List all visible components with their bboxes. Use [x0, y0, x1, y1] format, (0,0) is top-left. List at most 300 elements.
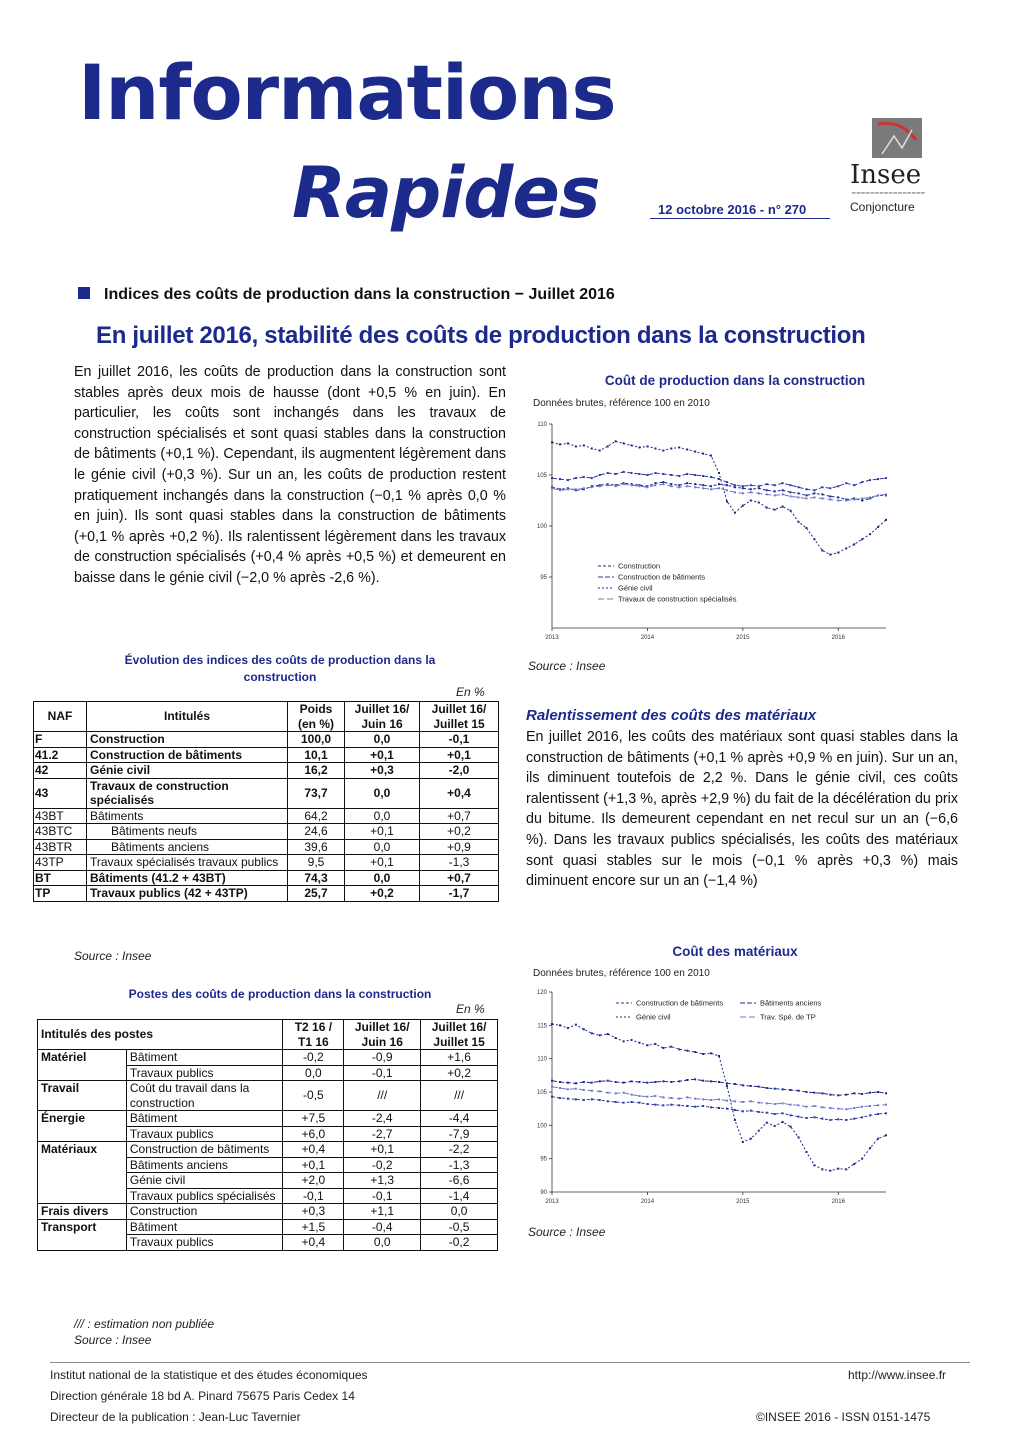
data-point [821, 493, 823, 495]
x-tick-label: 2013 [545, 635, 559, 641]
monthly-change: /// [344, 1081, 421, 1111]
data-point [750, 484, 752, 486]
yearly-change: -2,2 [421, 1142, 498, 1158]
table2-source: Source : Insee [74, 1333, 152, 1347]
data-point [575, 445, 577, 447]
yearly-change: -1,3 [421, 1157, 498, 1173]
data-point [718, 1055, 720, 1057]
data-point [861, 497, 863, 499]
naf-code: 43BT [34, 808, 87, 824]
weight-cell: 73,7 [288, 778, 345, 808]
data-point [678, 1048, 680, 1050]
data-point [559, 1097, 561, 1099]
table-row [34, 886, 499, 902]
data-point [686, 1105, 688, 1107]
y-tick-label: 95 [540, 1156, 547, 1163]
data-point [861, 1106, 863, 1108]
data-point [686, 485, 688, 487]
data-point [686, 482, 688, 484]
data-point [821, 497, 823, 499]
data-point [798, 1116, 800, 1118]
y-tick-label: 120 [536, 990, 547, 996]
data-point [750, 1110, 752, 1112]
footer-divider [50, 1362, 970, 1363]
data-point [790, 1089, 792, 1091]
y-tick-label: 110 [537, 422, 547, 428]
legend-label: Génie civil [636, 1012, 671, 1022]
data-point [559, 489, 561, 491]
data-point [782, 1102, 784, 1104]
yearly-change: +1,6 [421, 1050, 498, 1066]
data-point [774, 1103, 776, 1105]
data-point [686, 473, 688, 475]
yearly-change: -6,6 [421, 1173, 498, 1189]
post-label: Bâtiment [126, 1050, 283, 1066]
table1-header-row [34, 702, 499, 732]
data-point [790, 1114, 792, 1116]
post-label: Bâtiment [126, 1219, 283, 1235]
data-point [790, 484, 792, 486]
data-point [678, 1098, 680, 1100]
data-point [798, 1090, 800, 1092]
data-point [615, 1092, 617, 1094]
x-tick-label: 2016 [831, 1199, 845, 1205]
weight-cell: 39,6 [288, 839, 345, 855]
post-label: Construction de bâtiments [126, 1142, 283, 1158]
data-point [615, 440, 617, 442]
data-point [885, 1134, 887, 1136]
data-point [591, 1098, 593, 1100]
data-point [638, 1102, 640, 1104]
data-point [567, 442, 569, 444]
data-point [638, 485, 640, 487]
table1 [33, 701, 499, 902]
data-point [758, 485, 760, 487]
data-point [734, 1119, 736, 1121]
data-point [837, 1108, 839, 1110]
data-point [861, 500, 863, 502]
data-point [702, 487, 704, 489]
data-point [869, 533, 871, 535]
data-point [782, 506, 784, 508]
monthly-change: -2,7 [344, 1126, 421, 1142]
table-row [34, 839, 499, 855]
data-point [718, 483, 720, 485]
monthly-change: -0,2 [344, 1157, 421, 1173]
data-point [805, 1091, 807, 1093]
data-point [583, 487, 585, 489]
data-point [583, 444, 585, 446]
data-point [599, 1034, 601, 1036]
data-point [805, 527, 807, 529]
data-point [813, 496, 815, 498]
data-point [607, 484, 609, 486]
data-point [734, 1100, 736, 1102]
monthly-change: +1,1 [344, 1204, 421, 1220]
yearly-change: +0,2 [420, 824, 499, 840]
legend-label: Génie civil [618, 583, 653, 593]
data-point [726, 1108, 728, 1110]
data-point [607, 472, 609, 474]
data-point [662, 473, 664, 475]
data-point [853, 498, 855, 500]
data-point [654, 1095, 656, 1097]
x-tick-label: 2014 [640, 635, 655, 641]
data-point [646, 486, 648, 488]
data-point [670, 485, 672, 487]
table1-source: Source : Insee [74, 949, 152, 963]
data-point [885, 1104, 887, 1106]
data-point [631, 472, 633, 474]
data-point [829, 498, 831, 500]
table-row [38, 1204, 498, 1220]
data-point [726, 1100, 728, 1102]
chart2-source: Source : Insee [528, 1225, 606, 1239]
insee-logo-icon [872, 118, 922, 158]
data-point [726, 1085, 728, 1087]
table1-header: Juillet 16/ Juin 16 [345, 702, 420, 732]
footer-org: Institut national de la statistique et des études économiques [50, 1368, 368, 1382]
data-point [885, 1092, 887, 1094]
data-point [559, 478, 561, 480]
data-point [551, 1096, 553, 1098]
data-point [599, 450, 601, 452]
section2-paragraph: En juillet 2016, les coûts des matériaux sont quasi stables dans la construction de bâtiments (+0,1 % après +0,9 % en juin). Sur un an, ils diminuent toutefois de 2,2 %. Dans le génie civil, ces coûts ralentissent (+1,3 %, après +2,9 %) du fait de la décélération du prix du bitume. Ils demeurent cependant en net recul sur un an (−6,6 %). Dans les travaux publics spécialisés, les coûts des matériaux sont quasi stables sur le mois (−0,1 % après +0,3 %) mais diminuent encore sur un an (−1,4 %) [526, 729, 958, 890]
data-point [623, 1040, 625, 1042]
table-row [38, 1111, 498, 1127]
data-point [782, 1088, 784, 1090]
data-point [662, 483, 664, 485]
quarter-change: +6,0 [283, 1126, 344, 1142]
data-point [710, 1106, 712, 1108]
table-row [34, 855, 499, 871]
data-point [623, 1082, 625, 1084]
row-label: Travaux publics (42 + 43TP) [87, 886, 288, 902]
table2-caption: Postes des coûts de production dans la construction [128, 987, 432, 1001]
data-point [774, 494, 776, 496]
yearly-change: -1,4 [421, 1188, 498, 1204]
data-point [877, 1091, 879, 1093]
x-tick-label: 2015 [736, 635, 750, 641]
quarter-change: -0,1 [283, 1188, 344, 1204]
quarter-change: +0,1 [283, 1157, 344, 1173]
data-point [805, 1106, 807, 1108]
yearly-change: -2,0 [420, 763, 499, 779]
data-point [678, 1080, 680, 1082]
chart2-subtitle: Données brutes, référence 100 en 2010 [533, 968, 710, 979]
data-point [782, 482, 784, 484]
data-point [774, 1125, 776, 1127]
data-point [694, 451, 696, 453]
data-point [694, 486, 696, 488]
data-point [623, 1102, 625, 1104]
monthly-change: +0,2 [345, 886, 420, 902]
data-point [805, 497, 807, 499]
monthly-change: 0,0 [345, 870, 420, 886]
data-point [766, 1122, 768, 1124]
data-point [853, 1107, 855, 1109]
legend-label: Trav. Spé. de TP [760, 1012, 816, 1022]
footer-address: Direction générale 18 bd A. Pinard 75675 Paris Cedex 14 [50, 1389, 355, 1403]
data-point [798, 492, 800, 494]
naf-code: 41.2 [34, 747, 87, 763]
post-label: Coût du travail dans la construction [126, 1081, 283, 1111]
monthly-change: 0,0 [345, 732, 420, 748]
data-point [718, 1098, 720, 1100]
data-point [694, 1051, 696, 1053]
data-point [853, 1163, 855, 1165]
data-point [551, 1023, 553, 1025]
chart1-title: Coût de production dans la construction [604, 373, 866, 388]
data-point [599, 1099, 601, 1101]
logo-word: Insee [850, 160, 922, 190]
data-point [710, 1052, 712, 1054]
row-label: Bâtiments anciens [87, 839, 288, 855]
table2-header: Juillet 16/ Juin 16 [344, 1020, 421, 1050]
data-point [607, 445, 609, 447]
quarter-change: +1,5 [283, 1219, 344, 1235]
quarter-change: 0,0 [283, 1065, 344, 1081]
data-point [742, 1141, 744, 1143]
data-point [869, 479, 871, 481]
legend-label: Construction de bâtiments [636, 998, 724, 1008]
row-label: Bâtiments neufs [87, 824, 288, 840]
monthly-change: -0,4 [344, 1219, 421, 1235]
section2-title: Ralentissement des coûts des matériaux [526, 707, 817, 724]
data-point [694, 474, 696, 476]
data-point [575, 1024, 577, 1026]
monthly-change: -0,1 [344, 1188, 421, 1204]
quarter-change: -0,2 [283, 1050, 344, 1066]
data-point [599, 474, 601, 476]
data-point [885, 519, 887, 521]
data-point [702, 484, 704, 486]
yearly-change: +0,7 [420, 808, 499, 824]
data-point [813, 1116, 815, 1118]
post-label: Travaux publics [126, 1235, 283, 1251]
post-label: Travaux publics [126, 1065, 283, 1081]
table-row [34, 824, 499, 840]
data-point [845, 1108, 847, 1110]
data-point [559, 1081, 561, 1083]
data-point [583, 1028, 585, 1030]
data-point [837, 1168, 839, 1170]
data-point [575, 477, 577, 479]
data-point [798, 1136, 800, 1138]
data-point [631, 1101, 633, 1103]
data-point [798, 1104, 800, 1106]
y-tick-label: 105 [536, 473, 547, 479]
data-point [758, 1086, 760, 1088]
x-tick-label: 2013 [545, 1199, 559, 1205]
data-point [654, 1104, 656, 1106]
data-point [790, 491, 792, 493]
footer-copyright: ©INSEE 2016 - ISSN 0151-1475 [756, 1410, 931, 1424]
data-point [774, 484, 776, 486]
data-point [575, 1098, 577, 1100]
table2-header: Intitulés des postes [38, 1020, 283, 1050]
data-point [758, 1111, 760, 1113]
data-point [702, 1053, 704, 1055]
yearly-change: -7,9 [421, 1126, 498, 1142]
data-point [702, 1105, 704, 1107]
x-tick-label: 2014 [640, 1199, 655, 1205]
row-label: Travaux spécialisés travaux publics [87, 855, 288, 871]
data-point [710, 1080, 712, 1082]
yearly-change: -1,7 [420, 886, 499, 902]
data-point [758, 487, 760, 489]
data-point [670, 1097, 672, 1099]
data-point [662, 1047, 664, 1049]
data-point [798, 496, 800, 498]
x-tick-label: 2016 [831, 635, 845, 641]
data-point [694, 1098, 696, 1100]
data-point [774, 509, 776, 511]
post-label: Travaux publics spécialisés [126, 1188, 283, 1204]
series-line [552, 1024, 886, 1171]
data-point [686, 1050, 688, 1052]
data-point [575, 488, 577, 490]
data-point [670, 1046, 672, 1048]
group-label: Travail [38, 1081, 127, 1111]
data-point [599, 485, 601, 487]
data-point [702, 475, 704, 477]
data-point [638, 446, 640, 448]
data-point [662, 481, 664, 483]
data-point [686, 1096, 688, 1098]
quarter-change: +0,4 [283, 1235, 344, 1251]
data-point [567, 1098, 569, 1100]
data-point [869, 1105, 871, 1107]
data-point [591, 486, 593, 488]
post-label: Bâtiment [126, 1111, 283, 1127]
data-point [750, 500, 752, 502]
naf-code: BT [34, 870, 87, 886]
data-point [813, 489, 815, 491]
data-point [837, 496, 839, 498]
table2-header: Juillet 16/ Juillet 15 [421, 1020, 498, 1050]
data-point [710, 476, 712, 478]
data-point [631, 1080, 633, 1082]
data-point [742, 485, 744, 487]
data-point [623, 471, 625, 473]
data-point [559, 1024, 561, 1026]
data-point [869, 1092, 871, 1094]
data-point [654, 472, 656, 474]
naf-code: 42 [34, 763, 87, 779]
data-point [662, 1104, 664, 1106]
table2-header: T2 16 / T1 16 [283, 1020, 344, 1050]
yearly-change: -0,1 [420, 732, 499, 748]
data-point [710, 488, 712, 490]
data-point [710, 485, 712, 487]
table-row [34, 732, 499, 748]
data-point [877, 1113, 879, 1115]
data-point [758, 1130, 760, 1132]
data-point [845, 1119, 847, 1121]
row-label: Construction de bâtiments [87, 747, 288, 763]
data-point [758, 502, 760, 504]
data-point [678, 475, 680, 477]
data-point [774, 490, 776, 492]
data-point [726, 501, 728, 503]
data-point [853, 484, 855, 486]
table-row [34, 808, 499, 824]
data-point [869, 496, 871, 498]
series-line [552, 441, 886, 554]
naf-code: 43BTC [34, 824, 87, 840]
monthly-change: +0,1 [345, 855, 420, 871]
data-point [694, 1078, 696, 1080]
footer-url[interactable]: http://www.insee.fr [848, 1368, 947, 1382]
legend-label: Construction de bâtiments [618, 572, 706, 582]
data-point [575, 1082, 577, 1084]
data-point [631, 484, 633, 486]
data-point [726, 484, 728, 486]
data-point [559, 443, 561, 445]
quarter-change: -0,5 [283, 1081, 344, 1111]
legend-label: Bâtiments anciens [760, 998, 822, 1008]
data-point [734, 486, 736, 488]
data-point [750, 1100, 752, 1102]
table-row [38, 1050, 498, 1066]
post-label: Bâtiments anciens [126, 1157, 283, 1173]
data-point [821, 486, 823, 488]
data-point [742, 487, 744, 489]
group-label: Transport [38, 1219, 127, 1250]
monthly-change: -2,4 [344, 1111, 421, 1127]
table-row [34, 747, 499, 763]
weight-cell: 64,2 [288, 808, 345, 824]
data-point [591, 1082, 593, 1084]
data-point [583, 1089, 585, 1091]
weight-cell: 16,2 [288, 763, 345, 779]
yearly-change: /// [421, 1081, 498, 1111]
data-point [853, 1092, 855, 1094]
data-point [829, 487, 831, 489]
data-point [631, 1039, 633, 1041]
data-point [813, 1164, 815, 1166]
table-row [34, 870, 499, 886]
data-point [567, 1088, 569, 1090]
data-point [861, 1093, 863, 1095]
data-point [861, 538, 863, 540]
monthly-change: +0,1 [345, 747, 420, 763]
post-label: Génie civil [126, 1173, 283, 1189]
data-point [710, 455, 712, 457]
data-point [782, 489, 784, 491]
data-point [861, 1158, 863, 1160]
chart2-plot [528, 984, 900, 1210]
data-point [766, 1102, 768, 1104]
data-point [678, 486, 680, 488]
data-point [615, 1101, 617, 1103]
data-point [646, 474, 648, 476]
intro-paragraph: En juillet 2016, les coûts de production dans la construction sont stables après deux mois de hausse (dont +0,5 % en juin). En particulier, les coûts sont inchangés dans les travaux de construction spécialisés et sont quasi stables dans la construction de bâtiments (+0,1 %). Cependant, ils augmentent légèrement dans le génie civil (+0,3 %). Sur un an, les coûts de production restent pratiquement inchangés dans la construction (−0,1 % après 0,0 % en juin). Ils sont quasi stables dans la construction de bâtiments (+0,1 % après +0,2 %). Ils ralentissent légèrement dans les travaux de construction spécialisés (+0,4 % après +0,5 %) et demeurent en baisse dans le génie civil (−2,0 % après -2,6 %). [74, 364, 506, 586]
data-point [813, 538, 815, 540]
data-point [742, 492, 744, 494]
data-point [845, 1094, 847, 1096]
data-point [607, 1100, 609, 1102]
data-point [734, 1109, 736, 1111]
table1-header: Intitulés [87, 702, 288, 732]
table1-caption: Évolution des indices des coûts de production dans la construction [124, 653, 436, 684]
data-point [670, 483, 672, 485]
naf-code: 43 [34, 778, 87, 808]
data-point [638, 1042, 640, 1044]
yearly-change: -1,3 [420, 855, 499, 871]
table2-unit: En % [456, 1002, 485, 1016]
